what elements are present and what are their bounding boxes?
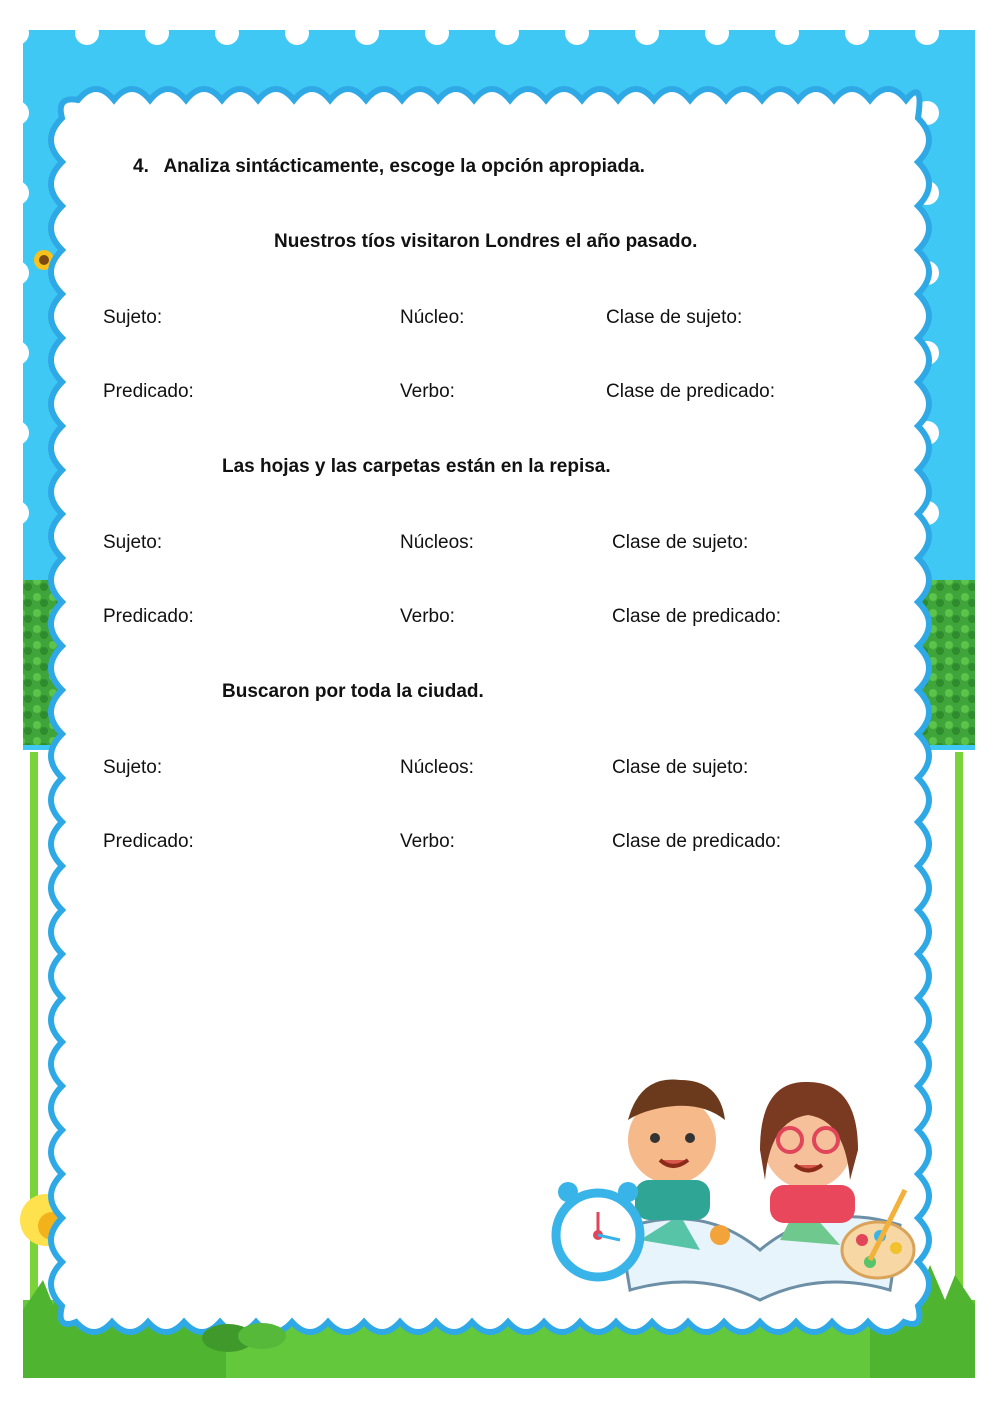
sentence-1: Nuestros tíos visitaron Londres el año pasado. (274, 231, 698, 252)
nucleus-label-2: Núcleos: (400, 532, 474, 553)
predicate-class-label-3: Clase de predicado: (612, 831, 781, 852)
predicate-label-2: Predicado: (103, 606, 194, 627)
exercise-number: 4. (133, 156, 149, 177)
subject-class-label-3: Clase de sujeto: (612, 757, 749, 778)
verb-label-1: Verbo: (400, 381, 455, 402)
subject-label-3: Sujeto: (103, 757, 163, 778)
predicate-label-1: Predicado: (103, 381, 194, 402)
verb-label-3: Verbo: (400, 831, 455, 852)
sentence-2: Las hojas y las carpetas están en la repisa. (222, 456, 611, 477)
sentence-3: Buscaron por toda la ciudad. (222, 681, 484, 702)
verb-label-2: Verbo: (400, 606, 455, 627)
subject-label-2: Sujeto: (103, 532, 163, 553)
predicate-class-label-2: Clase de predicado: (612, 606, 781, 627)
nucleus-label-1: Núcleo: (400, 307, 465, 328)
predicate-class-label-1: Clase de predicado: (606, 381, 775, 402)
exercise-title (133, 156, 645, 178)
subject-label-1: Sujeto: (103, 307, 163, 328)
nucleus-label-3: Núcleos: (400, 757, 474, 778)
subject-class-label-2: Clase de sujeto: (612, 532, 749, 553)
subject-class-label-1: Clase de sujeto: (606, 307, 743, 328)
predicate-label-3: Predicado: (103, 831, 194, 852)
exercise-instruction: Analiza sintácticamente, escoge la opción apropiada. (163, 156, 645, 177)
